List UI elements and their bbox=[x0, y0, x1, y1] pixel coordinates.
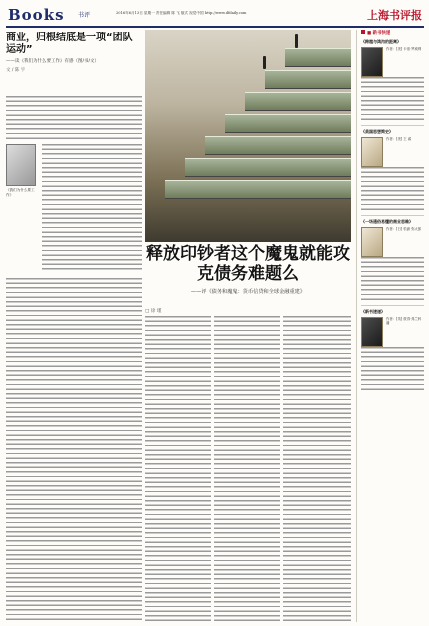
stair-step bbox=[285, 48, 351, 66]
left-article-body bbox=[6, 96, 142, 140]
stair-step bbox=[165, 180, 351, 198]
book-cover-image bbox=[6, 144, 36, 186]
stair-step bbox=[265, 70, 351, 88]
book-entry-title: 《一场通俗易懂的商业思维》 bbox=[361, 219, 413, 224]
stair-step bbox=[245, 92, 351, 110]
book-entry bbox=[361, 129, 424, 211]
book-entry-text bbox=[361, 167, 424, 211]
left-article-body bbox=[6, 278, 142, 620]
book-cover-image bbox=[361, 47, 383, 77]
article-photo bbox=[145, 30, 351, 242]
left-article-author: 文 / 陈 宇 bbox=[6, 68, 26, 73]
book-entry-title: 《跨越与鸿沟的距离》 bbox=[361, 39, 401, 44]
book-entry-title: 《美国思想简史》 bbox=[361, 129, 393, 134]
center-article-author: □ 徐 瑾 bbox=[145, 309, 162, 314]
book-entry bbox=[361, 39, 424, 121]
left-article-title: 商业，归根结底是一项“团队运动” bbox=[6, 32, 133, 55]
square-icon bbox=[361, 30, 365, 34]
book-entry-info: 作者：[美] 王 睿 bbox=[386, 137, 412, 141]
divider bbox=[361, 305, 424, 306]
center-article-body bbox=[214, 316, 280, 622]
book-entry-info: 作者：[美] 卡洛·罗威利 bbox=[386, 47, 422, 51]
stair-step bbox=[225, 114, 351, 132]
right-column bbox=[356, 30, 424, 622]
left-article-subtitle: ——读《我们为什么要工作》有感（图/书/文） bbox=[6, 59, 100, 64]
book-entry bbox=[361, 219, 424, 301]
issue-line: 2016年6月13日 星期一 责任编辑 陈 飞 版式 视觉中国 http://www.dfdaily.com bbox=[116, 11, 247, 15]
page-header bbox=[6, 4, 424, 28]
divider bbox=[361, 215, 424, 216]
paper-name: 上海书评报 bbox=[367, 9, 422, 22]
center-article-title: 释放印钞者这个魔鬼就能攻克债务难题么 bbox=[146, 244, 350, 284]
book-caption: 《我们为什么要工作》 bbox=[6, 188, 35, 197]
stair-step bbox=[205, 136, 351, 154]
center-article-subtitle: ——评《债务和魔鬼：货币信贷和全球金融重建》 bbox=[190, 289, 306, 295]
person-figure bbox=[295, 34, 298, 48]
book-entry-text bbox=[361, 257, 424, 301]
center-article-body bbox=[145, 316, 211, 622]
book-cover-image bbox=[361, 227, 383, 257]
book-entry-title: 《新书速递》 bbox=[361, 309, 385, 314]
section-brand: Books bbox=[8, 6, 65, 24]
section-name: 书评 bbox=[78, 12, 91, 19]
divider bbox=[361, 125, 424, 126]
right-section-label: ■ 新书快递 bbox=[361, 30, 424, 36]
center-article-body bbox=[283, 316, 351, 622]
book-entry-text bbox=[361, 77, 424, 121]
left-article-body bbox=[42, 144, 142, 272]
book-entry bbox=[361, 309, 424, 391]
stair-step bbox=[185, 158, 351, 176]
book-entry-text bbox=[361, 347, 424, 391]
book-entry-info: 作者：[日] 松浦 弥太郎 bbox=[386, 227, 422, 231]
book-cover-image bbox=[361, 137, 383, 167]
book-cover-image bbox=[361, 317, 383, 347]
left-article bbox=[6, 32, 142, 622]
person-figure bbox=[263, 56, 266, 69]
book-entry-info: 作者：[英] 彼得·弗兰科潘 bbox=[386, 317, 422, 326]
